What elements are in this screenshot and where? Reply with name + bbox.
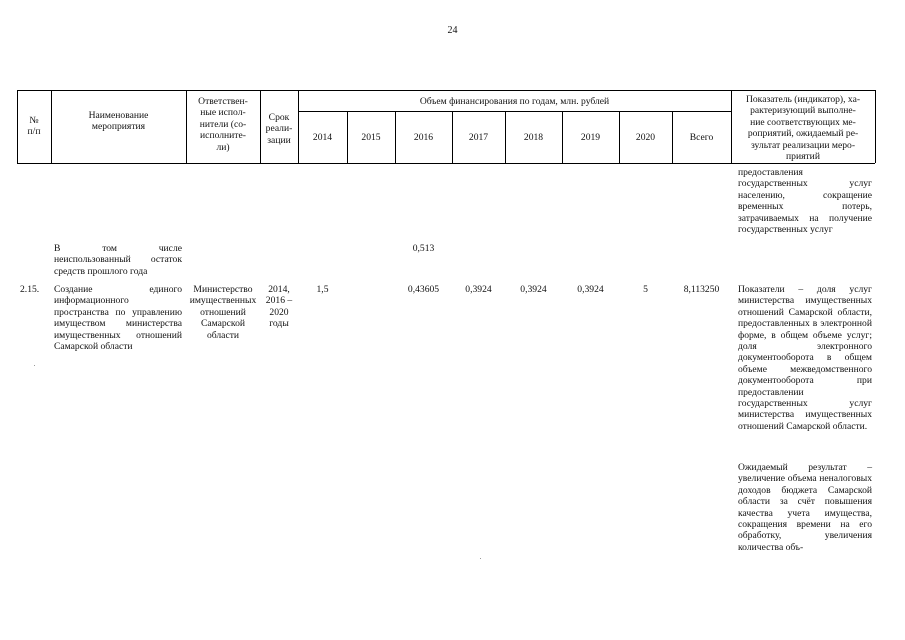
row-number: 2.15. <box>20 284 40 295</box>
header-year-2014: 2014 <box>312 132 333 143</box>
header-funding: Объем финансирования по годам, млн. рублей <box>419 96 610 107</box>
row-value-2020: 5 <box>643 284 648 295</box>
row-indicator-2: Ожидаемый результат – увеличение объема неналоговых доходов бюджета Самарской области за счёт повышения качества учета имущества, сокращения времени на его обработку, увеличения количества объ- <box>738 462 872 553</box>
header-year-2019: 2019 <box>580 132 601 143</box>
header-term: Срок реали- зации <box>265 112 293 146</box>
row-value-total: 8,113250 <box>683 284 720 295</box>
row-indicator-1: Показатели – доля услуг министерства имущественных отношений Самарской области, предоставленных в электронной форме, в общем объеме услуг; доля электронного документооборота в общем объеме межведомственного документооборота при предоставлении государственных услуг министерства имущественных отношений Самарской области. <box>738 284 872 432</box>
row-value-2014: 1,5 <box>316 284 329 295</box>
row-value-2019: 0,3924 <box>577 284 604 295</box>
scan-speck <box>34 365 35 366</box>
sub-row-name: В том числе неиспользованный остаток средств прошлого года <box>54 243 182 277</box>
row-term: 2014, 2016 – 2020 годы <box>265 284 293 330</box>
header-year-2015: 2015 <box>361 132 381 143</box>
header-year-2018: 2018 <box>523 132 544 143</box>
header-year-2020: 2020 <box>635 132 656 143</box>
header-total: Всего <box>689 132 714 143</box>
row-value-2016: 0,43605 <box>407 284 440 295</box>
header-responsible: Ответствен- ные испол- нители (со- исполните- ли) <box>198 96 248 153</box>
header-year-2016: 2016 <box>413 132 434 143</box>
scan-speck <box>480 558 481 559</box>
page-number: 24 <box>447 25 458 36</box>
row-name: Создание единого информационного пространства по управлению имуществом министерства имущественных отношений Самарской области <box>54 284 182 353</box>
row-responsible: Министерство имущественных отношений Самарской области <box>189 284 257 341</box>
row-value-2017: 0,3924 <box>465 284 492 295</box>
header-name: Наименование мероприятия <box>88 110 149 133</box>
sub-row-2016: 0,513 <box>412 243 435 254</box>
header-indicator: Показатель (индикатор), ха- рактеризующий выполне- ние соответствующих ме- роприятий, ожидаемый ре- зультат реализации меро- приятий <box>745 94 861 163</box>
header-year-2017: 2017 <box>468 132 489 143</box>
header-num: № п/п <box>27 115 41 138</box>
row-value-2018: 0,3924 <box>520 284 547 295</box>
indicator-continuation: предоставления государственных услуг населению, сокращение временных потерь, затрачиваемых на получение государственных услуг <box>738 167 872 236</box>
